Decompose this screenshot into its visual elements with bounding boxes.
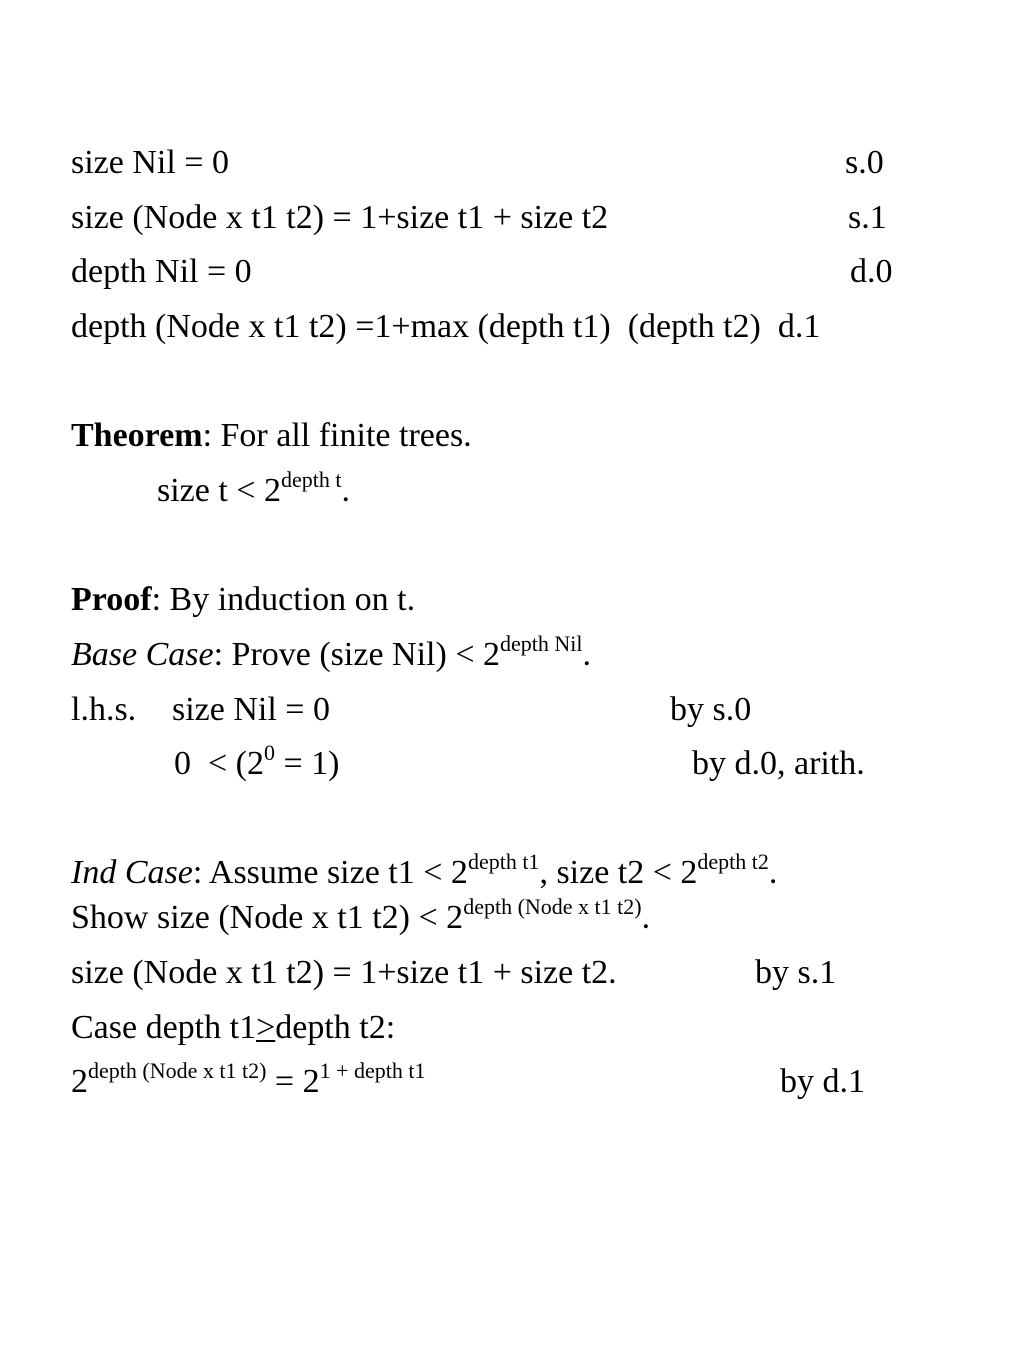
case-line bbox=[71, 1008, 395, 1048]
show-line bbox=[71, 894, 651, 938]
base-case-end: . bbox=[582, 636, 591, 673]
ind-case-line bbox=[71, 849, 778, 893]
pow-mid: = 2 bbox=[266, 1063, 320, 1100]
ind-case-end: . bbox=[768, 854, 778, 891]
case-pre: Case depth t1 bbox=[71, 1009, 257, 1046]
def-depth-node bbox=[71, 307, 820, 347]
eq-ref: by s.1 bbox=[755, 954, 837, 991]
base-case-text: : Prove (size Nil) < 2 bbox=[213, 636, 500, 673]
pow-ref: by d.1 bbox=[780, 1063, 865, 1100]
proof-text: : By induction on t. bbox=[151, 581, 416, 618]
show-pre: Show size (Node x t1 t2) < 2 bbox=[71, 899, 464, 936]
ind-case-text2: , size t2 < 2 bbox=[539, 854, 698, 891]
base-case-line bbox=[71, 631, 591, 675]
base-step2-post: = 1) bbox=[275, 745, 340, 782]
theorem-stmt-end: . bbox=[341, 472, 350, 509]
def-depth-node-text: depth (Node x t1 t2) =1+max (depth t1) (depth t2) bbox=[71, 308, 761, 345]
def-size-node: size (Node x t1 t2) = 1+size t1 + size t2 bbox=[71, 199, 609, 236]
theorem-stmt-base: size t < 2 bbox=[157, 472, 281, 509]
proof-heading bbox=[71, 580, 415, 620]
def-depth-nil: depth Nil = 0 bbox=[71, 253, 252, 290]
ref-s1: s.1 bbox=[848, 199, 887, 236]
def-size-nil: size Nil = 0 bbox=[71, 144, 229, 181]
pow-exp2: 1 + depth t1 bbox=[319, 1058, 426, 1083]
show-end: . bbox=[641, 899, 651, 936]
base-step2-exp: 0 bbox=[264, 740, 275, 765]
show-exp: depth (Node x t1 t2) bbox=[463, 894, 642, 919]
pow-exp1: depth (Node x t1 t2) bbox=[88, 1058, 267, 1083]
base-step2 bbox=[174, 740, 340, 784]
pow-line bbox=[71, 1058, 426, 1102]
ind-case-exp2: depth t2 bbox=[697, 849, 769, 874]
theorem-text: : For all finite trees. bbox=[202, 417, 472, 454]
ref-d1: d.1 bbox=[777, 308, 821, 345]
case-post: depth t2: bbox=[275, 1009, 396, 1046]
proof-label: Proof bbox=[71, 581, 152, 618]
base-case-label: Base Case bbox=[71, 636, 214, 673]
theorem-statement bbox=[157, 467, 350, 511]
theorem-heading bbox=[71, 416, 472, 456]
base-case-exp: depth Nil bbox=[500, 631, 583, 656]
ind-case-exp1: depth t1 bbox=[467, 849, 540, 874]
lhs-text: size Nil = 0 bbox=[172, 691, 330, 728]
theorem-stmt-exp: depth t bbox=[280, 467, 342, 492]
ref-s0: s.0 bbox=[845, 144, 884, 181]
pow-base1: 2 bbox=[71, 1063, 88, 1100]
lhs-label: l.h.s. bbox=[71, 691, 137, 728]
ind-case-text1: : Assume size t1 < 2 bbox=[192, 854, 468, 891]
base-step2-ref: by d.0, arith. bbox=[692, 745, 865, 782]
lhs-ref: by s.0 bbox=[670, 691, 752, 728]
eq-line: size (Node x t1 t2) = 1+size t1 + size t2. bbox=[71, 954, 617, 991]
theorem-label: Theorem bbox=[71, 417, 203, 454]
base-step2-pre: 0 < (2 bbox=[174, 745, 264, 782]
ref-d0: d.0 bbox=[850, 253, 893, 290]
ind-case-label: Ind Case bbox=[71, 854, 193, 891]
case-op: > bbox=[256, 1009, 276, 1046]
